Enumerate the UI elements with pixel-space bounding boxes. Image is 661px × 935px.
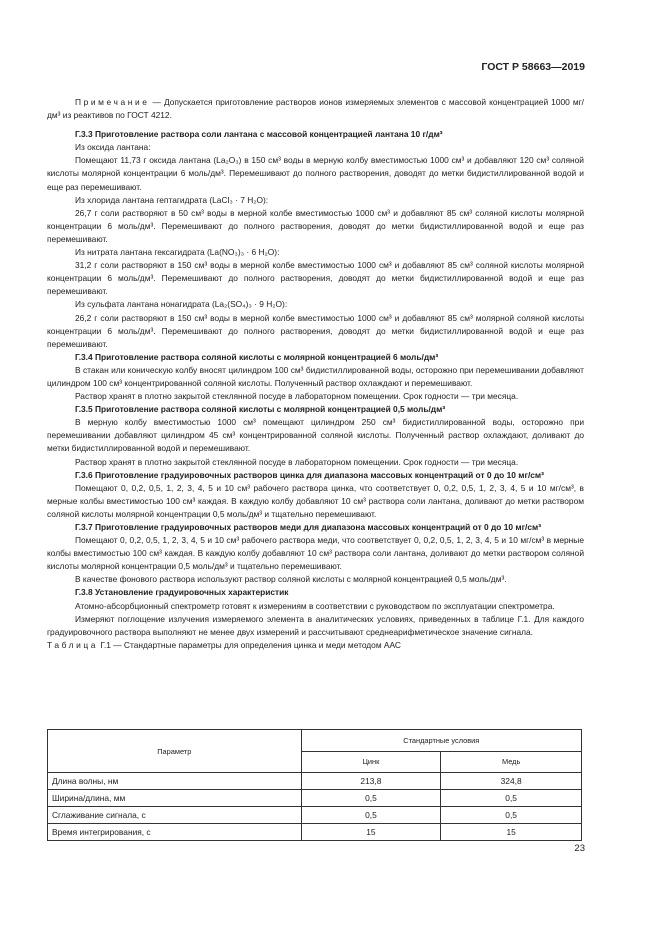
row-param: Ширина/длина, мм	[48, 790, 302, 807]
header-standard-conditions: Стандартные условия	[301, 730, 581, 752]
header-copper: Медь	[441, 751, 582, 773]
table-row	[48, 807, 582, 824]
g34-paragraph-1: В стакан или коническую колбу вносят цилиндром 100 см³ бидистиллированной воды, осторожно при перемешивании добавляют цилиндром 100 см³ концентрированной соляной кислоты. Полученный раствор охлаждают и перемешивают.	[47, 364, 584, 388]
table-caption	[47, 639, 584, 652]
row-copper: 0,5	[441, 807, 582, 824]
section-heading-g33: Г.3.3 Приготовление раствора соли лантана с массовой концентрацией лантана 10 г/дм³	[75, 129, 443, 140]
row-zinc: 15	[301, 824, 441, 841]
section-heading-g37: Г.3.7 Приготовление градуировочных растворов меди для диапазона массовых концентраций от 0 до 10 мг/см³	[75, 522, 542, 532]
header-parameter: Параметр	[48, 730, 302, 773]
row-zinc: 0,5	[301, 807, 441, 824]
g36-paragraph-1: Помещают 0, 0,2, 0,5, 1, 2, 3, 4, 5 и 10 см³ рабочего раствора цинка, что соответствует 0, 0,2, 0,5, 1, 2, 3, 4, 5 и 10 мг/см³, в мерные колбы вместимостью 100 см³ каждая. В каждую колбу добавляют 10 см³ раствора соли лантана, доливают до метки раствором соляной кислоты молярной концентрации 0,5 моль/дм³ и тщательно перемешивают.	[47, 482, 584, 519]
g38-paragraph-2: Измеряют поглощение излучения измеряемого элемента в аналитических условиях, приведенных в таблице Г.1. Для каждого градуировочного раствора выполняют не менее двух измерений и рассчитывают среднеарифметическое значение сигнала.	[47, 613, 584, 637]
page-number: 23	[574, 843, 585, 854]
row-zinc: 0,5	[301, 790, 441, 807]
g33-sulfate-text: 26,2 г соли растворяют в 150 см³ воды в мерной колбе вместимостью 1000 см³ и добавляют 85 см³ молярной соляной кислоты концентрации 6 моль/дм³. Перемешивают до полного растворения, доводят до метки бидистиллированной водой и еще раз перемешивают.	[47, 312, 584, 349]
g38-paragraph-1: Атомно-абсорбционный спектрометр готовят к измерениям в соответствии с руководством по эксплуатации спектрометра.	[75, 600, 555, 611]
g33-sulfate-label: Из сульфата лантана нонагидрата (La₂(SO₄)₃ · 9 H₂O):	[75, 299, 288, 310]
g35-paragraph-1: В мерную колбу вместимостью 1000 см³ помещают цилиндром 250 см³ бидистиллированной воды, осторожно при перемешивании добавляют цилиндром 45 см³ концентрированной соляной кислоты. Полученный раствор охлаждают, доливают до метки бидистиллированной водой и перемешивают.	[47, 417, 584, 454]
table-caption-text: Г.1 — Стандартные параметры для определения цинка и меди методом ААС	[100, 639, 401, 650]
g33-nitrate-label: Из нитрата лантана гексагидрата (La(NO₃)₃ · 6 H₂O):	[75, 247, 280, 258]
g33-chloride-label: Из хлорида лантана гептагидрата (LaCl₃ · 7 H₂O):	[75, 194, 269, 205]
g37-paragraph-2: В качестве фонового раствора используют раствор соляной кислоты с молярной концентрацией 0,5 моль/дм³.	[75, 574, 507, 585]
row-param: Длина волны, нм	[48, 773, 302, 790]
table-row	[48, 824, 582, 841]
page-body	[47, 96, 584, 652]
g35-paragraph-2: Раствор хранят в плотно закрытой стеклянной посуде в лабораторном помещении. Срок годности — три месяца.	[75, 456, 519, 467]
g33-nitrate-text: 31,2 г соли растворяют в 150 см³ воды в мерной колбе вместимостью 1000 см³ и добавляют 85 см³ соляной кислоты молярной концентрации 6 моль/дм³. Перемешивают до полного растворения, доводят до метки бидистиллированной водой и еще раз перемешивают.	[47, 260, 584, 297]
header-zinc: Цинк	[301, 751, 441, 773]
section-heading-g36: Г.3.6 Приготовление градуировочных растворов цинка для диапазона массовых концентраций от 0 до 10 мг/см³	[75, 469, 544, 480]
g33-oxide-text: Помещают 11,73 г оксида лантана (La₂O₃) в 150 см³ воды в мерную колбу вместимостью 1000 см³ и добавляют 120 см³ соляной кислоты молярной концентрации 6 моль/дм³. Перемешивают до полного растворения, доводят до метки бидистиллированной водой и еще раз перемешивают.	[47, 155, 584, 192]
note-text: — Допускается приготовление растворов ионов измеряемых элементов с массовой концентрацией 1000 мг/дм³ из реактивов по ГОСТ 4212.	[47, 97, 585, 121]
g33-chloride-text: 26,7 г соли растворяют в 50 см³ воды в мерной колбе вместимостью 1000 см³ и добавляют 85 см³ соляной кислоты молярной концентрации 6 моль/дм³. Перемешивают до полного растворения, доводят до метки бидистиллированной водой и еще раз перемешивают.	[47, 207, 584, 244]
table-row	[48, 790, 582, 807]
row-copper: 0,5	[441, 790, 582, 807]
parameters-table	[47, 729, 582, 841]
g33-oxide-label: Из оксида лантана:	[75, 142, 151, 153]
section-heading-g38: Г.3.8 Установление градуировочных характеристик	[75, 587, 289, 598]
note-label: Примечание	[75, 97, 150, 107]
row-param: Время интегрирования, с	[48, 824, 302, 841]
row-param: Сглаживание сигнала, с	[48, 807, 302, 824]
row-zinc: 213,8	[301, 773, 441, 790]
row-copper: 15	[441, 824, 582, 841]
section-heading-g34: Г.3.4 Приготовление раствора соляной кислоты с молярной концентрацией 6 моль/дм³	[75, 351, 439, 362]
note-paragraph	[47, 96, 584, 122]
row-copper: 324,8	[441, 773, 582, 790]
table-row	[48, 773, 582, 790]
table-caption-label: Таблица	[47, 639, 99, 650]
section-heading-g35: Г.3.5 Приготовление раствора соляной кислоты с молярной концентрацией 0,5 моль/дм³	[75, 404, 446, 415]
document-number: ГОСТ Р 58663—2019	[481, 61, 585, 73]
g34-paragraph-2: Раствор хранят в плотно закрытой стеклянной посуде в лабораторном помещении. Срок годности — три месяца.	[75, 391, 519, 402]
g37-paragraph-1: Помещают 0, 0,2, 0,5, 1, 2, 3, 4, 5 и 10 см³ рабочего раствора меди, что соответствует 0, 0,2, 0,5, 1, 2, 3, 4, 5 и 10 мг/см³ в мерные колбы вместимостью 100 см³ каждая. В каждую колбу добавляют 10 см³ раствора соли лантана, доливают до метки раствором соляной кислоты молярной концентрации 0,5 моль/дм³ и тщательно перемешивают.	[47, 535, 584, 572]
